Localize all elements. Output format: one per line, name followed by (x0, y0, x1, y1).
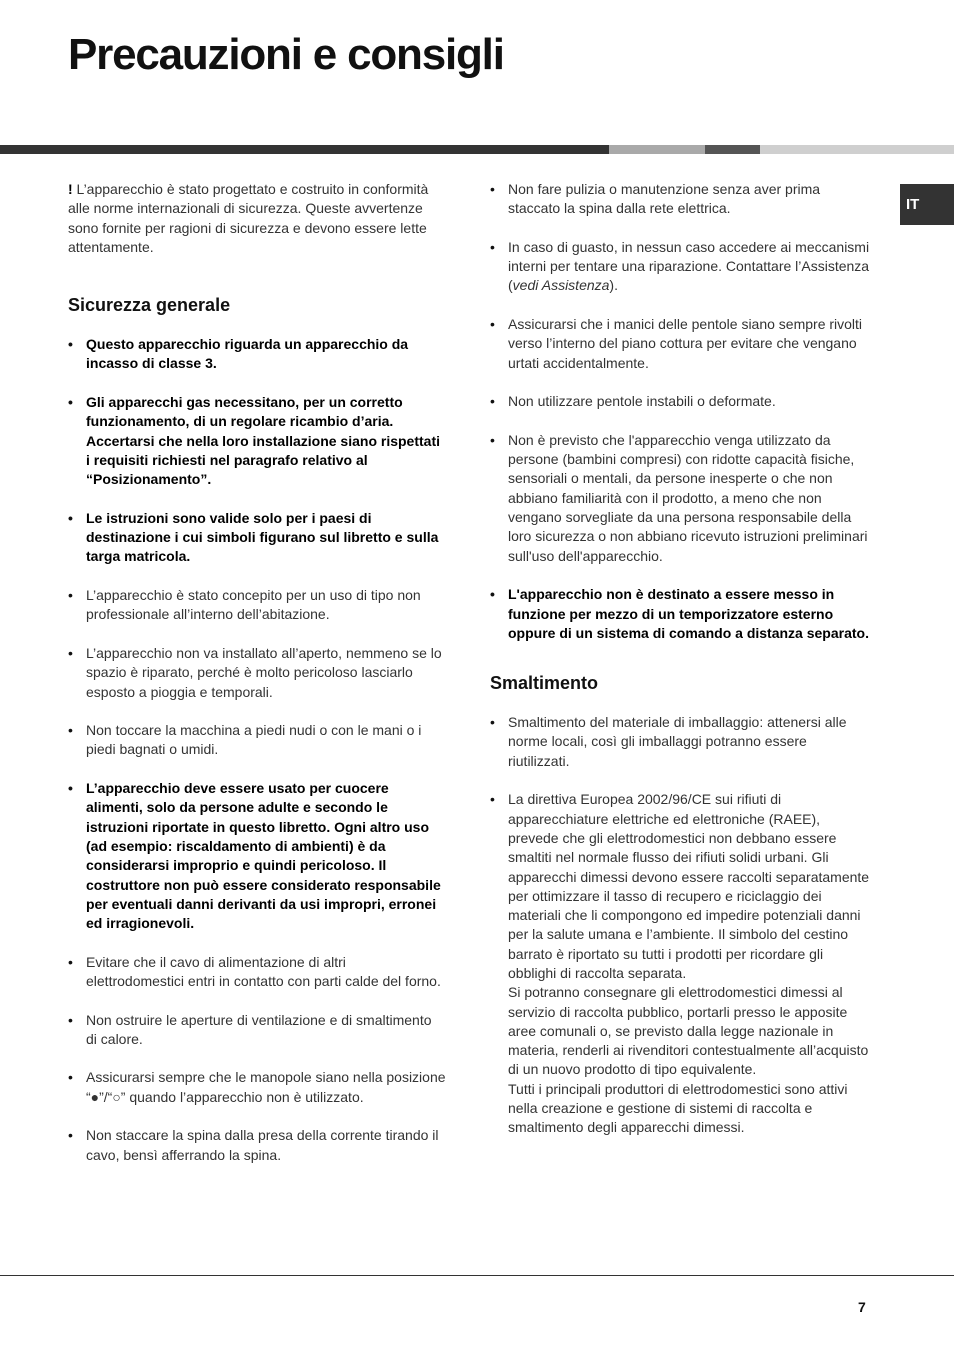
header-band-dark (0, 145, 609, 154)
page-number: 7 (858, 1299, 866, 1315)
list-item: • Non toccare la macchina a piedi nudi o con le mani o i piedi bagnati o umidi. (68, 721, 446, 760)
list-item: • L'apparecchio non è destinato a essere messo in funzione per mezzo di un temporizzatore esterno oppure di un sistema di comando a distanza separato. (490, 585, 870, 643)
weee-paragraph-1: La direttiva Europea 2002/96/CE sui rifiuti di apparecchiature elettriche ed elettroniche (RAEE), prevede che gli elettrodomestici non debbano essere smaltiti nel normale flusso dei rifiuti solidi urbani. Gli apparecchi dimessi devono essere raccolti separatamente per ottimizzare il tasso di recupero e riciclaggio dei materiali che li compongono ed impedire potenziali danni per la salute umana e l’ambiente. Il simbolo del cestino barrato è riportato su tutti i prodotti per ricordare gli obblighi di raccolta separata. (508, 791, 870, 981)
footer-rule (0, 1275, 954, 1276)
list-item: • Non ostruire le aperture di ventilazione e di smaltimento di calore. (68, 1011, 446, 1050)
list-item: • Le istruzioni sono valide solo per i paesi di destinazione i cui simboli figurano sul libretto e sulla targa matricola. (68, 509, 446, 567)
list-item: • L’apparecchio non va installato all’aperto, nemmeno se lo spazio è riparato, perché è molto pericoloso lasciarlo esposto a pioggia e temporali. (68, 644, 446, 702)
list-item: • L’apparecchio deve essere usato per cuocere alimenti, solo da persone adulte e secondo le istruzioni riportate in questo libretto. Ogni altro uso (ad esempio: riscaldamento di ambienti) è da considerarsi improprio e quindi pericoloso. Il costruttore non può essere considerato responsabile per eventuali danni derivanti da usi impropri, erronei ed irragionevoli. (68, 779, 446, 933)
warning-mark: ! (68, 181, 73, 197)
list-item (490, 238, 870, 296)
list-item: • Non utilizzare pentole instabili o deformate. (490, 392, 870, 411)
section-heading-smaltimento: Smaltimento (490, 673, 599, 694)
list-item (490, 790, 870, 1137)
list-item: • Non fare pulizia o manutenzione senza aver prima staccato la spina dalla rete elettrica. (490, 180, 870, 219)
left-column (68, 180, 446, 1184)
list-item-text-end: ). (609, 277, 618, 294)
intro-text: L’apparecchio è stato progettato e costruito in conformità alle norme internazionali di sicurezza. Queste avvertenze sono fornite per ragioni di sicurezza e devono essere lette attentamente. (68, 181, 429, 255)
list-item: • Questo apparecchio riguarda un apparecchio da incasso di classe 3. (68, 335, 446, 374)
weee-paragraph-3: Tutti i principali produttori di elettrodomestici sono attivi nella creazione e gestione di sistemi di raccolta e smaltimento degli apparecchi dimessi. (508, 1080, 848, 1136)
assistance-reference: vedi Assistenza (512, 277, 610, 294)
list-item: • Smaltimento del materiale di imballaggio: attenersi alle norme locali, così gli imballaggi potranno essere riutilizzati. (490, 713, 870, 771)
right-column (490, 180, 870, 1157)
list-item-text: In caso di guasto, in nessun caso accedere ai meccanismi interni per tentare una riparazione. Contattare l’Assistenza ( (508, 238, 870, 294)
list-item: • L’apparecchio è stato concepito per un uso di tipo non professionale all’interno dell’abitazione. (68, 586, 446, 625)
sicurezza-list (68, 335, 446, 1165)
intro-paragraph (68, 180, 446, 257)
list-item: • Non è previsto che l'apparecchio venga utilizzato da persone (bambini compresi) con ridotte capacità fisiche, sensoriali o mentali, da persone inesperte o che non abbiano familiarità con il prodotto, a meno che non vengano sorvegliate da una persona responsabile della loro sicurezza o non abbiano ricevuto istruzioni preliminari sull'uso dell'apparecchio. (490, 431, 870, 566)
language-tab: IT (900, 184, 954, 225)
list-item: • Assicurarsi sempre che le manopole siano nella posizione “●”/“○” quando l’apparecchio non è utilizzato. (68, 1068, 446, 1107)
list-item: • Assicurarsi che i manici delle pentole siano sempre rivolti verso l’interno del piano cottura per evitare che vengano urtati accidentalmente. (490, 315, 870, 373)
header-band-mid (705, 145, 760, 154)
page-title: Precauzioni e consigli (68, 30, 504, 79)
list-item: • Gli apparecchi gas necessitano, per un corretto funzionamento, di un regolare ricambio d’aria. Accertarsi che nella loro installazione siano rispettati i requisiti richiesti nel paragrafo relativo al “Posizionamento”. (68, 393, 446, 489)
header-band-pale (760, 145, 954, 154)
weee-paragraph-2: Si potranno consegnare gli elettrodomestici dimessi al servizio di raccolta pubblico, portarli presso le apposite aree comunali o, se previsto dalla legge nazionale in materia, renderli ai rivenditori contestualmente all’acquisto di un nuovo prodotto di tipo equivalente. (508, 984, 869, 1078)
section-heading-sicurezza: Sicurezza generale (68, 295, 231, 316)
precautions-list (490, 180, 870, 643)
smaltimento-list (490, 713, 870, 1138)
list-item: • Evitare che il cavo di alimentazione di altri elettrodomestici entri in contatto con parti calde del forno. (68, 953, 446, 992)
list-item: • Non staccare la spina dalla presa della corrente tirando il cavo, bensì afferrando la spina. (68, 1126, 446, 1165)
header-band-light (609, 145, 705, 154)
